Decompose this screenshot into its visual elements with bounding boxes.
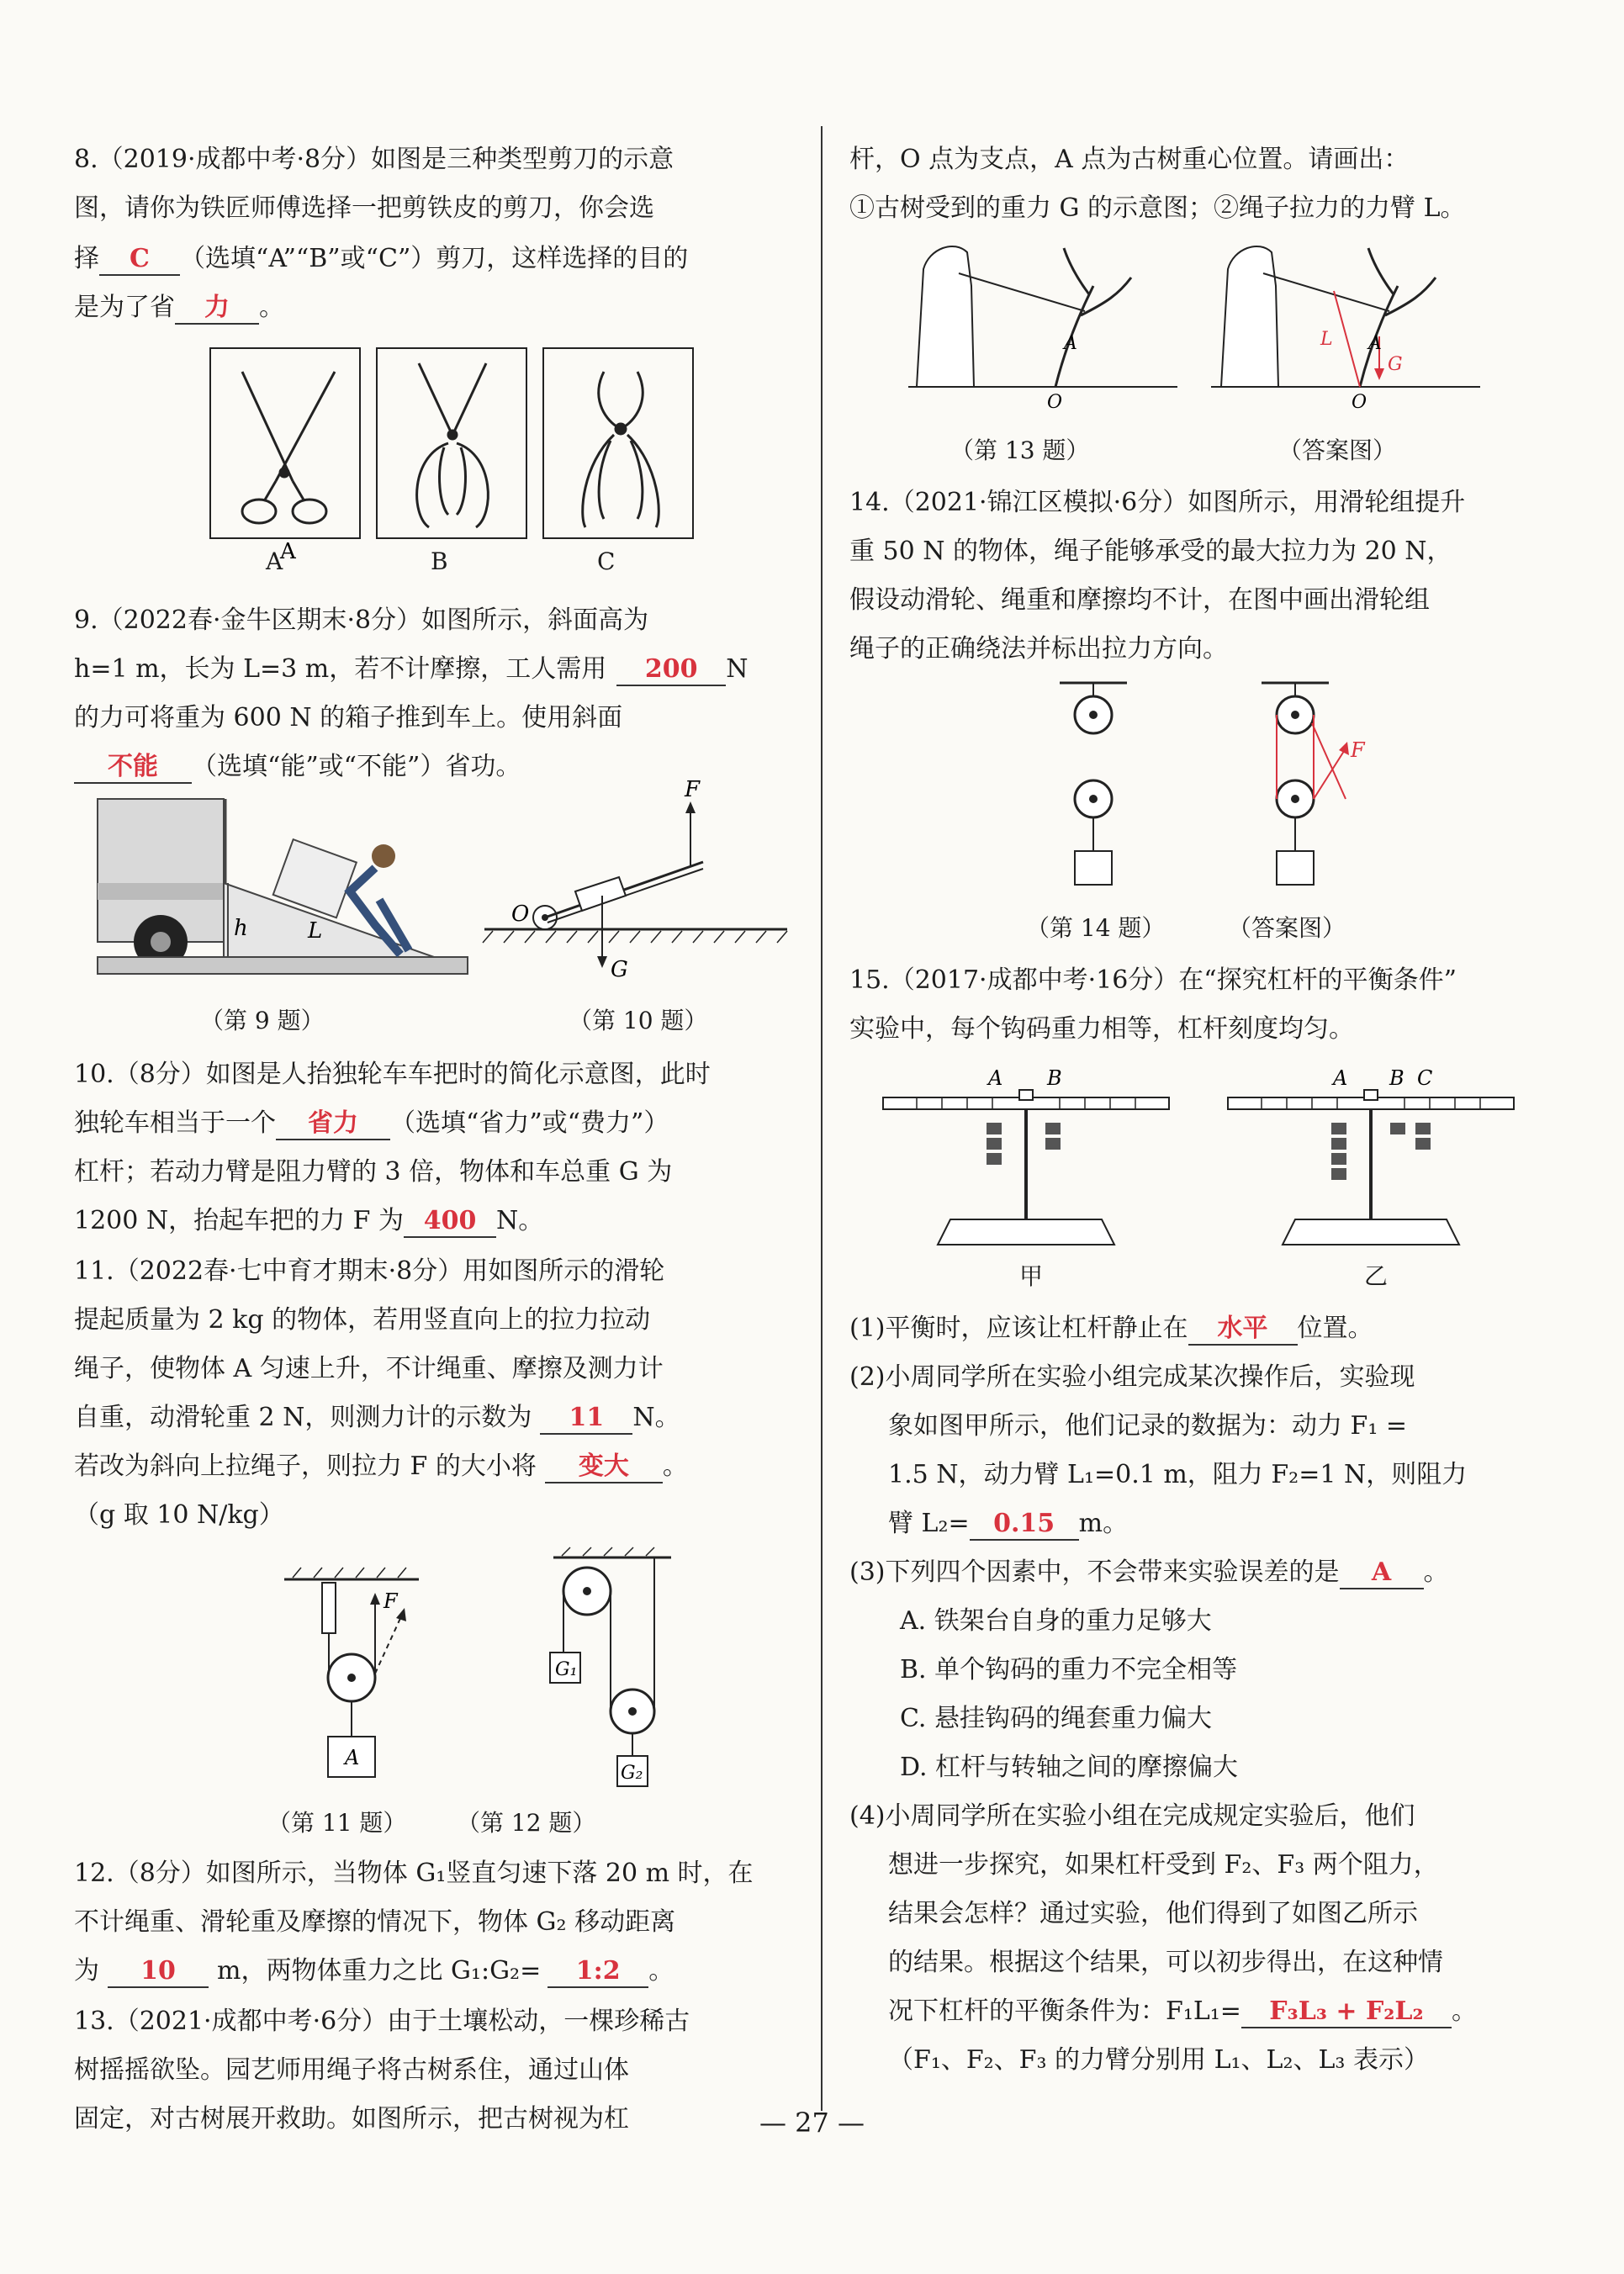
- q10-line1: 10.（8分）如图是人抬独轮车车把时的简化示意图，此时: [74, 1060, 711, 1089]
- q15-option-c: C. 悬挂钩码的绳套重力偏大: [900, 1704, 1212, 1733]
- q11-line2: 提起质量为 2 kg 的物体，若用竖直向上的拉力拉动: [74, 1305, 651, 1335]
- q15-p2-line4: [888, 1507, 1128, 1541]
- q15-p3-text-b: 。: [1423, 1557, 1449, 1587]
- q13-label-a: A: [1064, 333, 1077, 354]
- q11-text4a: 自重，动滑轮重 2 N，则测力计的示数为: [74, 1403, 532, 1432]
- q15-p2-line2: 象如图甲所示，他们记录的数据为：动力 F₁ =: [888, 1411, 1408, 1441]
- q9-line3: 的力可将重为 600 N 的箱子推到车上。使用斜面: [74, 703, 623, 732]
- q8-line1: 8.（2019·成都中考·8分）如图是三种类型剪刀的示意: [74, 145, 674, 174]
- q15-p4-line3: 结果会怎样？通过实验，他们得到了如图乙所示: [888, 1899, 1418, 1928]
- q11-text5a: 若改为斜向上拉绳子，则拉力 F 的大小将: [74, 1452, 537, 1481]
- q11-caption: （第 11 题）: [267, 1809, 407, 1837]
- q14-answer-figure: [1262, 683, 1366, 885]
- q8-text4a: 是为了省: [74, 293, 175, 322]
- q10-text2b: （选填“省力”或“费力”）: [390, 1108, 669, 1138]
- q12-line1: 12.（8分）如图所示，当物体 G₁竖直匀速下落 20 m 时，在: [74, 1859, 754, 1888]
- q15-p1-text-b: 位置。: [1297, 1314, 1373, 1343]
- q14-line3: 假设动滑轮、绳重和摩擦均不计，在图中画出滑轮组: [849, 585, 1430, 615]
- lever-label-o: O: [511, 902, 530, 927]
- q10-line2: [74, 1107, 669, 1140]
- q10-caption: （第 10 题）: [569, 1007, 708, 1034]
- lever-label-f: F: [685, 777, 701, 802]
- q13-line3: 固定，对古树展开救助。如图所示，把古树视为杠: [74, 2104, 629, 2134]
- q11-line5: [74, 1450, 688, 1483]
- q15-p3: [849, 1556, 1449, 1589]
- scissors-label-a: A: [266, 547, 283, 575]
- q15-option-b: B. 单个钩码的重力不完全相等: [900, 1655, 1238, 1684]
- scissors-label-a: A: [280, 539, 296, 564]
- q15-line2: 实验中，每个钩码重力相等，杠杆刻度均匀。: [849, 1014, 1354, 1044]
- q12-answer-2[interactable]: 1:2: [548, 1956, 648, 1988]
- q15-figure-yi: [1228, 1066, 1514, 1245]
- q13-ans-label-g: G: [1388, 354, 1403, 375]
- q11-pulley-figure: [276, 1564, 461, 1791]
- q15-p2-text-b: m。: [1078, 1509, 1129, 1538]
- q9-ramp-figure: [98, 799, 468, 980]
- q9-text2b: N: [726, 654, 749, 684]
- q12-label-g1: G₁: [555, 1659, 578, 1680]
- stand-base-icon: [938, 1219, 1114, 1245]
- q13-question-figure: [908, 246, 1177, 413]
- pull-force-arrow: [1314, 748, 1346, 799]
- q14-question-figure: [1060, 683, 1127, 885]
- lever-label-g: G: [611, 957, 628, 982]
- q11-line3: 绳子，使物体 A 匀速上升，不计绳重、摩擦及测力计: [74, 1354, 664, 1383]
- q8-answer-1[interactable]: C: [99, 244, 180, 276]
- q9-text2a: h=1 m，长为 L=3 m，若不计摩擦，工人需用: [74, 654, 607, 684]
- scissors-b-icon: [417, 363, 489, 527]
- q15-option-d: D. 杠杆与转轴之间的摩擦偏大: [900, 1753, 1239, 1782]
- q8-line3: [74, 242, 688, 276]
- q15-option-a: A. 铁架台自身的重力足够大: [900, 1606, 1212, 1636]
- q12-text3a: 为: [74, 1956, 99, 1986]
- q15-p2-line3: 1.5 N，动力臂 L₁=0.1 m，阻力 F₂=1 N，则阻力: [888, 1460, 1468, 1489]
- q12-line3: [74, 1954, 674, 1988]
- q15-lever-figures: [875, 1060, 1547, 1253]
- q15-answer-1[interactable]: 水平: [1188, 1314, 1298, 1346]
- q15-answer-4[interactable]: F₃L₃ + F₂L₂: [1241, 1996, 1452, 2028]
- q12-text3b: m，两物体重力之比 G₁:G₂=: [217, 1956, 542, 1986]
- q11-text4b: N。: [632, 1403, 680, 1432]
- q15-caption-yi: 乙: [1364, 1262, 1389, 1290]
- q8-answer-2[interactable]: 力: [175, 293, 259, 325]
- q10-line3: 杠杆；若动力臂是阻力臂的 3 倍，物体和车总重 G 为: [74, 1157, 673, 1187]
- q15-figure-jia: [883, 1066, 1169, 1245]
- column-divider: [821, 126, 823, 2111]
- q15-answer-2[interactable]: 0.15: [970, 1509, 1079, 1541]
- q14-line4: 绳子的正确绕法并标出拉力方向。: [849, 634, 1228, 664]
- q10-answer-1[interactable]: 省力: [276, 1108, 390, 1140]
- q15-p1-text-a: (1)平衡时，应该让杠杆静止在: [849, 1314, 1188, 1343]
- q13-label-o: O: [1047, 392, 1063, 413]
- q11-label-f: F: [384, 1589, 398, 1613]
- q8-scissors-figure: [209, 346, 755, 564]
- q15-p4-text-a: 况下杠杆的平衡条件为：F₁L₁=: [888, 1996, 1241, 2026]
- q11-text5b: 。: [662, 1452, 688, 1481]
- q11-answer-1[interactable]: 11: [540, 1403, 632, 1435]
- q15-jia-label-a: A: [988, 1066, 1003, 1090]
- q15-p4-line4: 的结果。根据这个结果，可以初步得出，在这种情: [888, 1948, 1443, 1977]
- q15-yi-label-c: C: [1417, 1066, 1433, 1090]
- q12-label-g2: G₂: [621, 1763, 643, 1784]
- q13-ans-label-o: O: [1352, 392, 1367, 413]
- q14-caption: （第 14 题）: [1026, 914, 1166, 942]
- q15-yi-label-b: B: [1389, 1066, 1404, 1090]
- tree-icon: [1055, 248, 1131, 387]
- q8-line4: [74, 291, 284, 325]
- q9-caption: （第 9 题）: [200, 1007, 325, 1034]
- q11-line1: 11.（2022春·七中育才期末·8分）用如图所示的滑轮: [74, 1256, 665, 1286]
- scissors-label-b: B: [431, 547, 448, 575]
- q13-caption: （第 13 题）: [950, 436, 1090, 464]
- q15-p4-line6: （F₁、F₂、F₃ 的力臂分别用 L₁、L₂、L₃ 表示）: [888, 2045, 1429, 2075]
- q12-text3c: 。: [648, 1956, 674, 1986]
- q15-p1: [849, 1312, 1373, 1346]
- q8-text3a: 择: [74, 244, 99, 273]
- q9-answer-2[interactable]: 不能: [74, 752, 192, 784]
- q10-lever-figure: [476, 778, 796, 980]
- q9-answer-1[interactable]: 200: [616, 654, 726, 686]
- ramp-label-l: L: [308, 918, 323, 944]
- q8-text3b: （选填“A”“B”或“C”）剪刀，这样选择的目的: [180, 244, 689, 273]
- q14-line2: 重 50 N 的物体，绳子能够承受的最大拉力为 20 N，: [849, 537, 1452, 566]
- q13-line2: 树摇摇欲坠。园艺师用绳子将古树系住，通过山体: [74, 2055, 629, 2085]
- q15-p4-line1: (4)小周同学所在实验小组在完成规定实验后，他们: [849, 1801, 1415, 1831]
- q9-line4: [74, 750, 521, 784]
- q12-caption: （第 12 题）: [457, 1809, 596, 1837]
- q15-line1: 15.（2017·成都中考·16分）在“探究杠杆的平衡条件”: [849, 965, 1457, 995]
- q10-text4a: 1200 N，抬起车把的力 F 为: [74, 1206, 405, 1235]
- q14-pulley-figures: [1051, 673, 1388, 891]
- q9-line1: 9.（2022春·金牛区期末·8分）如图所示，斜面高为: [74, 606, 649, 635]
- q14-answer-caption: （答案图）: [1228, 914, 1346, 942]
- q10-text4b: N。: [496, 1206, 544, 1235]
- cliff-icon: [917, 246, 974, 387]
- q13-ans-label-l: L: [1320, 329, 1333, 350]
- q12-line2: 不计绳重、滑轮重及摩擦的情况下，物体 G₂ 移动距离: [74, 1907, 676, 1937]
- ramp-label-h: h: [234, 916, 248, 941]
- q13-ans-label-a: A: [1368, 333, 1382, 354]
- q10-answer-2[interactable]: 400: [404, 1206, 496, 1238]
- worker-head-icon: [372, 844, 395, 868]
- q15-yi-label-a: A: [1333, 1066, 1348, 1090]
- q15-caption-jia: 甲: [1019, 1262, 1044, 1290]
- q11-answer-2[interactable]: 变大: [545, 1452, 663, 1483]
- q10-line4: [74, 1204, 543, 1238]
- q10-text2a: 独轮车相当于一个: [74, 1108, 276, 1138]
- spring-scale-icon: [322, 1583, 336, 1633]
- q15-p2-line1: (2)小周同学所在实验小组完成某次操作后，实验现: [849, 1362, 1415, 1392]
- q15-p4-line2: 想进一步探究，如果杠杆受到 F₂、F₃ 两个阻力，: [888, 1850, 1439, 1880]
- scissors-label-c: C: [597, 547, 616, 575]
- q15-p4-line5: [888, 1995, 1477, 2028]
- q13-line1: 13.（2021·成都中考·6分）由于土壤松动，一棵珍稀古: [74, 2007, 690, 2036]
- q14-label-f: F: [1351, 738, 1365, 762]
- scissors-c-icon: [583, 372, 659, 527]
- scissors-a-icon: [242, 372, 335, 523]
- q11-label-a: A: [345, 1746, 360, 1769]
- cliff-icon: [1221, 246, 1278, 387]
- page-number: — 27 —: [759, 2107, 865, 2139]
- q15-jia-label-b: B: [1047, 1066, 1062, 1090]
- q15-p4-text-b: 。: [1451, 1996, 1477, 2026]
- q14-line1: 14.（2021·锦江区模拟·6分）如图所示，用滑轮组提升: [849, 488, 1466, 517]
- q8-line2: 图，请你为铁匠师傅选择一把剪铁皮的剪刀，你会选: [74, 193, 654, 223]
- lever-arm-line: [1334, 291, 1360, 387]
- q9-text4: （选填“能”或“不能”）省功。: [192, 752, 521, 781]
- q11-line4: [74, 1401, 680, 1435]
- q13-line5: ①古树受到的重力 G 的示意图；②绳子拉力的力臂 L。: [849, 193, 1466, 223]
- q12-pulley-figure: [545, 1547, 696, 1795]
- q8-text4b: 。: [259, 293, 284, 322]
- q13-line4: 杆，O 点为支点，A 点为古树重心位置。请画出：: [849, 145, 1410, 174]
- q13-answer-figure: [1211, 246, 1480, 413]
- q11-line6: （g 取 10 N/kg）: [74, 1500, 284, 1530]
- q15-answer-3[interactable]: A: [1340, 1557, 1424, 1589]
- q15-p2-text-a: 臂 L₂=: [888, 1509, 970, 1538]
- q13-answer-caption: （答案图）: [1278, 436, 1397, 464]
- q13-tree-figures: [908, 235, 1480, 413]
- q9-line2: [74, 653, 748, 686]
- stand-base-icon: [1283, 1219, 1459, 1245]
- q15-p3-text-a: (3)下列四个因素中，不会带来实验误差的是: [849, 1557, 1340, 1587]
- q12-answer-1[interactable]: 10: [108, 1956, 209, 1988]
